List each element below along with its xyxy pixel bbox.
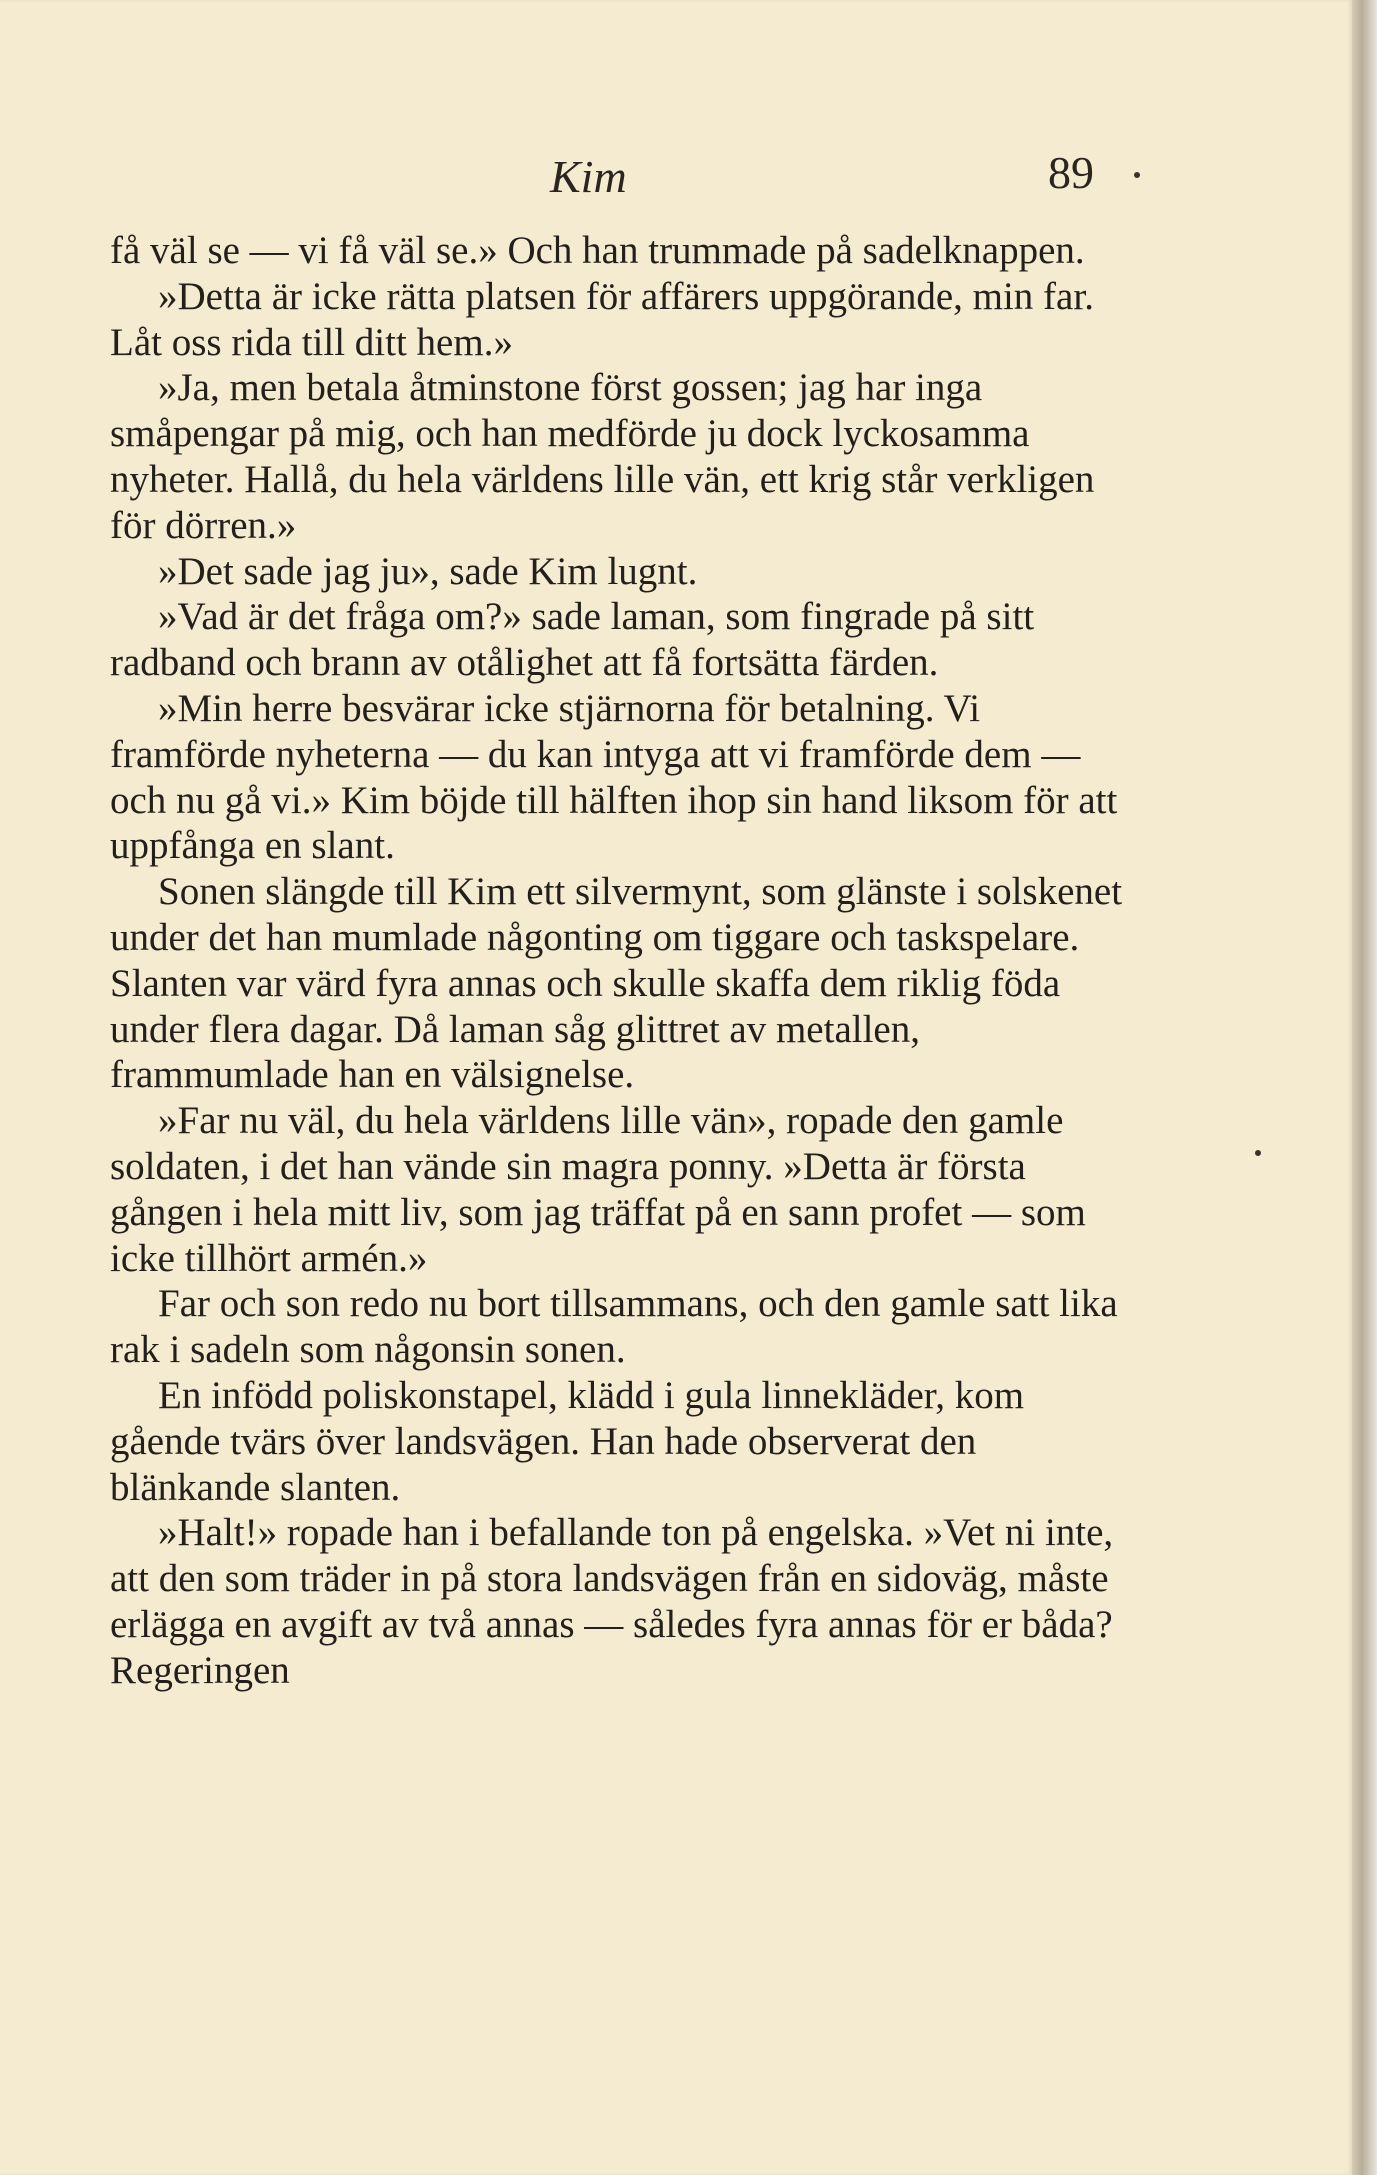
paragraph: »Detta är icke rätta platsen för affärers uppgörande, min far. Låt oss rida till ditt hem.» bbox=[110, 274, 1094, 364]
print-speck bbox=[1134, 172, 1140, 178]
paragraph: få väl se — vi få väl se.» Och han trummade på sadelknappen. bbox=[110, 229, 1085, 272]
paragraph: Sonen slängde till Kim ett silvermynt, som glänste i solskenet under det han mumlade någonting om tiggare och taskspelare. Slanten var värd fyra annas och skulle skaffa dem riklig föda under flera dagar. Då laman såg glittret av metallen, frammumlade han en välsignelse. bbox=[110, 870, 1123, 1097]
paragraph: »Det sade jag ju», sade Kim lugnt. bbox=[158, 549, 698, 593]
paragraph: »Far nu väl, du hela världens lille vän», ropade den gamle soldaten, i det han vände sin magra ponny. »Detta är första gången i hela mitt liv, som jag träffat på en sann profet — som icke tillhört armén.» bbox=[110, 1099, 1086, 1280]
page-header bbox=[110, 140, 1130, 210]
body-text bbox=[110, 228, 1125, 1694]
paragraph: En infödd poliskonstapel, klädd i gula linnekläder, kom gående tvärs över landsvägen. Han hade observerat den blänkande slanten. bbox=[110, 1373, 1025, 1509]
paragraph: »Vad är det fråga om?» sade laman, som fingrade på sitt radband och brann av otålighet att få fortsätta färden. bbox=[110, 595, 1035, 685]
running-head: Kim bbox=[550, 151, 627, 202]
paragraph: »Min herre besvärar icke stjärnorna för betalning. Vi framförde nyheterna — du kan intyga att vi framförde dem — och nu gå vi.» Kim böjde till hälften ihop sin hand liksom för att uppfånga en slant. bbox=[110, 686, 1118, 868]
paragraph: »Halt!» ropade han i befallande ton på engelska. »Vet ni inte, att den som träder in på stora landsvägen från en sidoväg, måste erlägga en avgift av två annas — således fyra annas för er båda? Regeringen bbox=[110, 1511, 1114, 1692]
paragraph: Far och son redo nu bort tillsammans, och den gamle satt lika rak i sadeln som någonsin sonen. bbox=[110, 1282, 1118, 1372]
print-speck bbox=[1255, 1150, 1261, 1156]
paragraph: »Ja, men betala åtminstone först gossen; jag har inga småpengar på mig, och han medförde ju dock lyckosamma nyheter. Hallå, du hela världens lille vän, ett krig står verkligen för dörren.» bbox=[110, 366, 1095, 547]
page-number: 89 bbox=[1048, 147, 1094, 198]
page-edge bbox=[1352, 0, 1377, 2175]
